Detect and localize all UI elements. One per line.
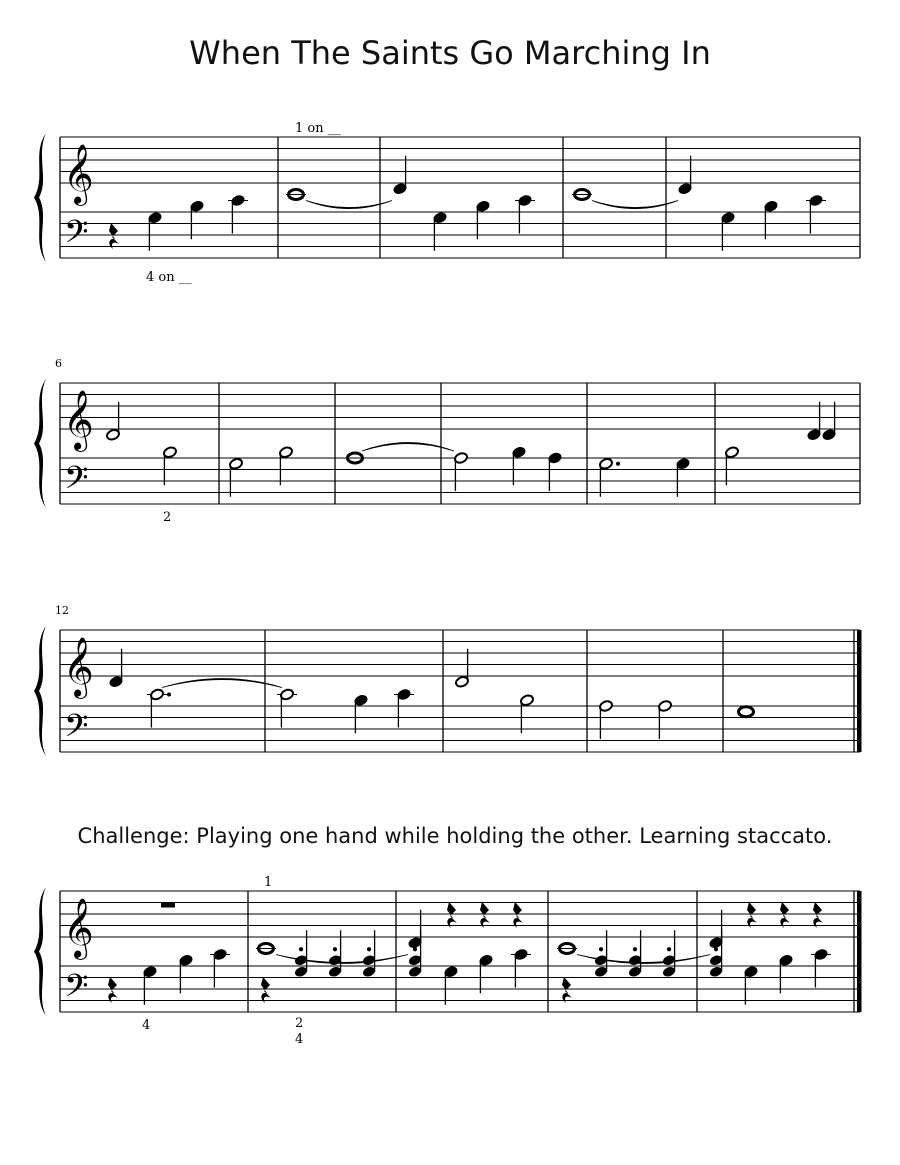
- tie-slur: [592, 201, 678, 209]
- tie-slur: [162, 679, 282, 688]
- measure-number: 6: [55, 357, 62, 370]
- whole-note: [739, 707, 754, 717]
- fingering-annotation: 4: [142, 1018, 151, 1033]
- final-barline-thick: [857, 630, 862, 752]
- quarter-rest-icon: [780, 902, 790, 928]
- staccato-dot: [714, 947, 718, 951]
- staccato-dot: [667, 947, 671, 951]
- fingering-annotation: 1: [264, 875, 273, 890]
- quarter-rest-icon: [480, 902, 490, 928]
- staccato-dot: [413, 947, 417, 951]
- brace: [34, 133, 46, 262]
- quarter-rest-icon: [813, 902, 823, 928]
- system-3: [34, 604, 862, 756]
- tie-slur: [362, 442, 454, 451]
- brace: [34, 626, 46, 756]
- measure-number: 12: [55, 604, 69, 617]
- quarter-rest-icon: [261, 977, 271, 1003]
- quarter-rest-icon: [562, 977, 572, 1003]
- treble-clef-icon: 𝄞: [63, 898, 94, 958]
- fingering-annotation: 2: [295, 1016, 304, 1031]
- system-2: [34, 357, 860, 525]
- bass-clef-icon: 𝄢: [64, 213, 89, 258]
- challenge-caption: Challenge: Playing one hand while holding the other. Learning staccato.: [77, 824, 833, 848]
- fingering-annotation: 2: [163, 510, 172, 525]
- treble-clef-icon: 𝄞: [63, 144, 94, 204]
- staccato-dot: [367, 947, 371, 951]
- tie-slur: [306, 201, 392, 209]
- quarter-rest-icon: [513, 902, 523, 928]
- quarter-rest-icon: [447, 902, 457, 928]
- treble-clef-icon: 𝄞: [63, 390, 94, 450]
- bass-clef-icon: 𝄢: [64, 707, 89, 752]
- fingering-annotation: 4: [295, 1032, 304, 1047]
- page-title: When The Saints Go Marching In: [189, 34, 711, 72]
- quarter-rest-icon: [747, 902, 757, 928]
- final-barline-thick: [857, 891, 862, 1012]
- brace: [34, 887, 46, 1016]
- bass-clef-icon: 𝄢: [64, 967, 89, 1012]
- quarter-rest-icon: [109, 223, 119, 249]
- bass-clef-icon: 𝄢: [64, 459, 89, 504]
- system-4: [34, 875, 862, 1047]
- treble-clef-icon: 𝄞: [63, 637, 94, 697]
- staccato-dot: [333, 947, 337, 951]
- staccato-dot: [633, 947, 637, 951]
- staccato-dot: [599, 947, 603, 951]
- fingering-annotation: 1 on __: [295, 121, 341, 136]
- whole-rest-icon: [161, 903, 175, 908]
- dot: [167, 693, 171, 697]
- brace: [34, 379, 46, 508]
- staccato-dot: [299, 947, 303, 951]
- quarter-rest-icon: [108, 977, 118, 1003]
- dot: [616, 462, 620, 466]
- fingering-annotation: 4 on __: [146, 270, 192, 285]
- system-1: [34, 121, 860, 285]
